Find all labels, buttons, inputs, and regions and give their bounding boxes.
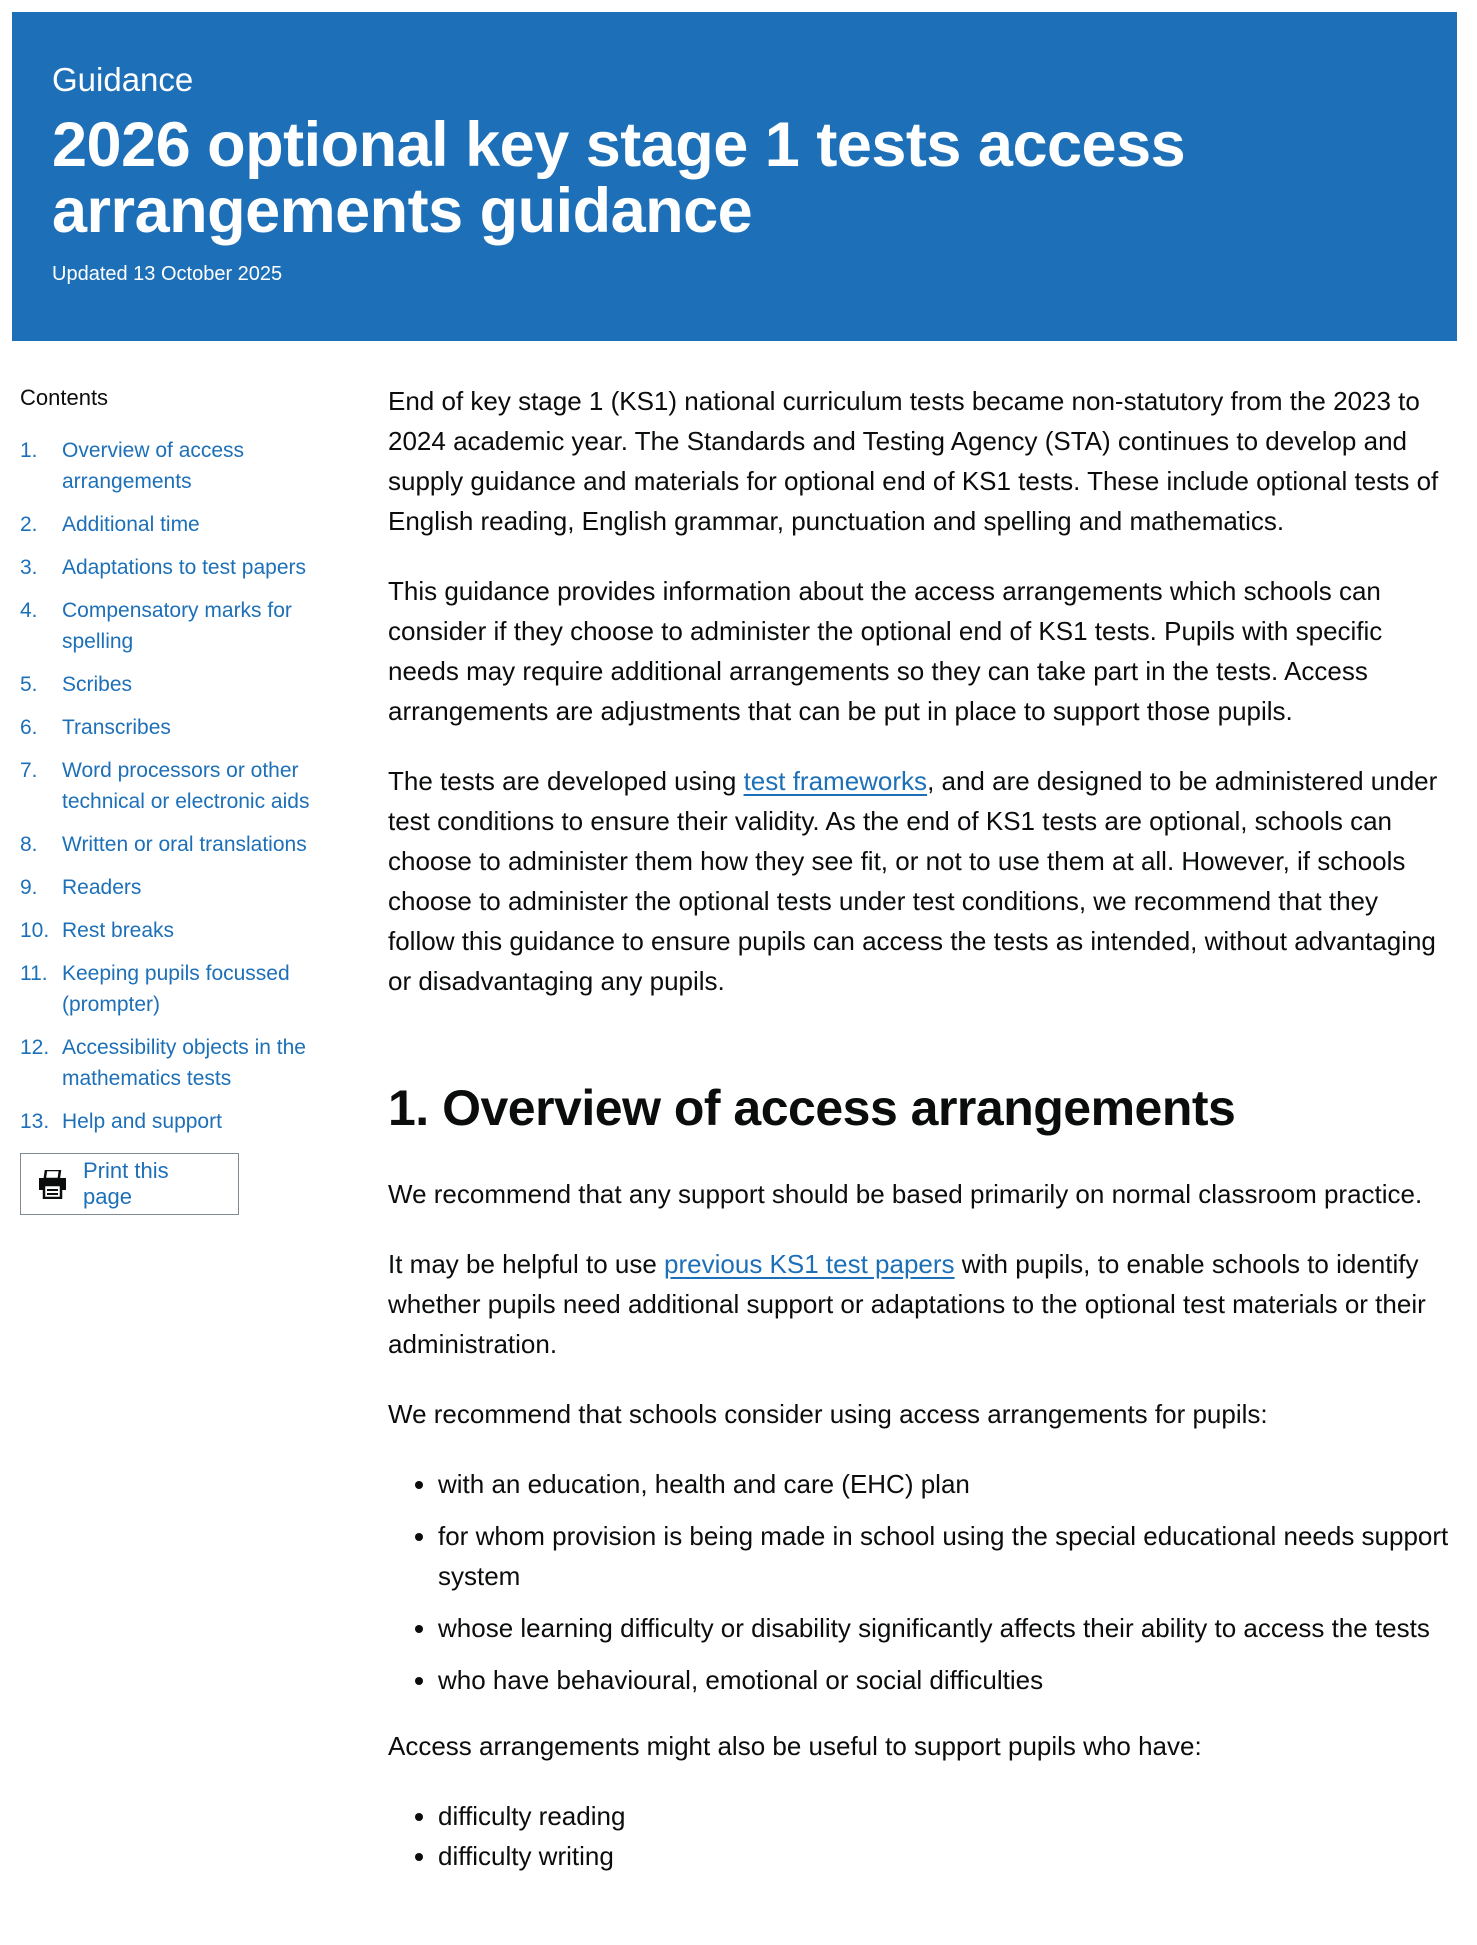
contents-number: 7.: [20, 759, 38, 782]
contents-number: 9.: [20, 876, 38, 899]
list-item: • with an education, health and care (EHC) plan: [438, 1464, 1450, 1504]
contents-link-rest-breaks[interactable]: Rest breaks: [62, 919, 175, 942]
intro-paragraph-1: End of key stage 1 (KS1) national curriculum tests became non-statutory from the 2023 to 2024 academic year. The Standards and Testing Agency (STA) continues to develop and supply guidance and materials for optional end of KS1 tests. These include optional tests of English reading, English grammar, punctuation and spelling and mathematics.: [388, 386, 1439, 536]
contents-link-additional-time[interactable]: Additional time: [62, 513, 200, 536]
list-item: • who have behavioural, emotional or social difficulties: [438, 1660, 1450, 1700]
guidance-kicker: Guidance: [52, 61, 194, 98]
contents-sidebar: [12, 341, 347, 1215]
contents-link-overview-of-access-arrangements[interactable]: Overview of access arrangements: [62, 439, 245, 493]
paragraph-text: The tests are developed using: [388, 766, 744, 796]
contents-item-adaptations: [20, 552, 347, 583]
difficulties-list: [388, 1796, 1450, 1876]
section-1-paragraph-4: Access arrangements might also be useful to support pupils who have:: [388, 1731, 1202, 1761]
list-item: • for whom provision is being made in school using the special educational needs support system: [438, 1516, 1450, 1596]
contents-link-accessibility-objects[interactable]: Accessibility objects in the mathematics tests: [62, 1036, 306, 1090]
paragraph-text: with pupils, to enable schools to identify whether pupils need additional support or adaptations to the optional test materials or their administration.: [388, 1249, 1426, 1359]
print-page-button[interactable]: [20, 1153, 239, 1215]
contents-link-scribes[interactable]: Scribes: [62, 673, 133, 696]
contents-item-accessibility-objects: [20, 1032, 347, 1094]
content-columns: [0, 341, 1477, 1902]
contents-link-word-processors[interactable]: Word processors or other technical or electronic aids: [62, 759, 310, 813]
contents-list: [20, 435, 347, 1137]
contents-item-additional-time: [20, 509, 347, 540]
updated-date: Updated 13 October 2025: [52, 262, 283, 285]
contents-item-rest-breaks: [20, 915, 347, 946]
test-frameworks-link[interactable]: test frameworks: [743, 766, 928, 796]
list-item: • difficulty writing: [438, 1836, 1450, 1876]
contents-item-readers: [20, 872, 347, 903]
contents-link-readers[interactable]: Readers: [62, 876, 142, 899]
list-item: • difficulty reading: [438, 1796, 1450, 1836]
contents-link-compensatory-marks-for-spelling[interactable]: Compensatory marks for spelling: [62, 599, 292, 653]
contents-number: 13.: [20, 1110, 50, 1133]
previous-ks1-test-papers-link[interactable]: previous KS1 test papers: [664, 1249, 955, 1279]
section-1-heading: 1. Overview of access arrangements: [388, 1080, 1236, 1136]
contents-number: 2.: [20, 513, 38, 536]
print-page-link[interactable]: Print this page: [83, 1158, 169, 1209]
access-arrangements-pupils-list: [388, 1464, 1450, 1700]
contents-number: 1.: [20, 439, 38, 462]
contents-number: 6.: [20, 716, 38, 739]
contents-number: 10.: [20, 919, 50, 942]
paragraph-text: , and are designed to be administered under test conditions to ensure their validity. As the end of KS1 tests are optional, schools can choose to administer them how they see fit, or not to use them at all. However, if schools choose to administer the optional tests under test conditions, we recommend that they follow this guidance to ensure pupils can access the tests as intended, without advantaging or disadvantaging any pupils.: [388, 766, 1438, 996]
paragraph-text: It may be helpful to use: [388, 1249, 665, 1279]
contents-number: 12.: [20, 1036, 50, 1059]
intro-paragraph-2: This guidance provides information about the access arrangements which schools can consider if they choose to administer the optional end of KS1 tests. Pupils with specific needs may require additional arrangements so they can take part in the tests. Access arrangements are adjustments that can be put in place to support those pupils.: [388, 576, 1383, 726]
contents-item-transcribes: [20, 712, 347, 743]
printer-icon: [38, 1170, 68, 1199]
contents-item-word-processors: [20, 755, 347, 817]
page-title: 2026 optional key stage 1 tests access arrangements guidance: [52, 110, 1186, 247]
contents-link-written-or-oral-translations[interactable]: Written or oral translations: [62, 833, 307, 856]
contents-number: 8.: [20, 833, 38, 856]
section-1-paragraph-1: We recommend that any support should be based primarily on normal classroom practice.: [388, 1179, 1423, 1209]
section-1-paragraph-3: We recommend that schools consider using access arrangements for pupils:: [388, 1399, 1268, 1429]
contents-heading: Contents: [20, 385, 109, 410]
contents-number: 11.: [20, 962, 48, 985]
contents-number: 4.: [20, 599, 38, 622]
contents-item-compensatory-marks: [20, 595, 347, 657]
contents-item-scribes: [20, 669, 347, 700]
page-header: [12, 12, 1457, 341]
contents-link-adaptations-to-test-papers[interactable]: Adaptations to test papers: [62, 556, 306, 579]
contents-number: 3.: [20, 556, 38, 579]
contents-link-transcribes[interactable]: Transcribes: [62, 716, 171, 739]
intro-paragraph-3: [388, 761, 1450, 1001]
list-item: • whose learning difficulty or disability significantly affects their ability to access the tests: [438, 1608, 1450, 1648]
contents-link-help-and-support[interactable]: Help and support: [62, 1110, 222, 1133]
contents-item-translations: [20, 829, 347, 860]
contents-link-keeping-pupils-focussed[interactable]: Keeping pupils focussed (prompter): [62, 962, 290, 1016]
section-1-paragraph-2: [388, 1244, 1450, 1364]
main-content: [388, 341, 1450, 1902]
contents-number: 5.: [20, 673, 38, 696]
contents-item-overview: [20, 435, 347, 497]
contents-item-prompter: [20, 958, 347, 1020]
contents-item-help-and-support: [20, 1106, 347, 1137]
